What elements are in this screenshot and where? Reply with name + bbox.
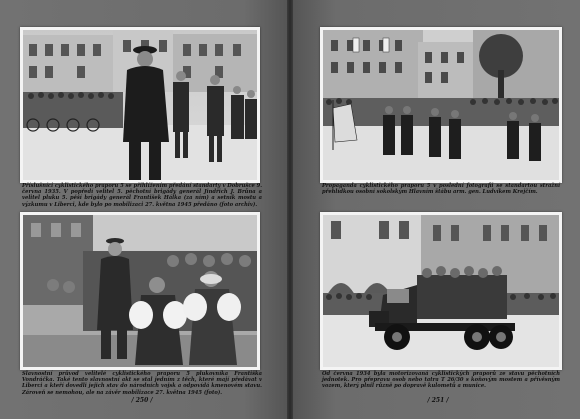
photo-bottom-right-caption: Od června 1934 byla motorizovaná cyklistických praporů ze stavu pěchotních jednotek. Pro přepravu osob nebo tatra T 26/30 s koňovým mostem a přívěsným vozem, který plnil různě po dopravě kulometů a munice. [322, 371, 560, 390]
photo-top-right [320, 27, 562, 183]
page-number-left: / 250 / [131, 397, 153, 404]
photo-bottom-left-image [23, 215, 257, 367]
photo-top-left [20, 27, 260, 183]
photo-top-left-caption: Příslušníci cyklistického praporu 5 se přihlížením předání standarty v Dobrušce 9. června 1935. V popředí velitel 5. pěchotní brigády generál Jindřich J. Brůna a velitel pluku 5. pěší brigády generál František Hálka (za ním) a setník mostu a výzkumu v Liberci, kde bylo po mobilizaci 27. května 1945 předáno (foto archiv). [22, 183, 262, 208]
photo-top-right-image [323, 30, 559, 180]
photo-top-right-caption: Propaganda cyklistického praporu 5 v poslední fotografii se standartou stražní přehlídkou osobní sokolským Hlavním štábu arm. gen. Ludvíkem Krejčím. [322, 183, 560, 196]
photo-top-left-image [23, 30, 257, 180]
photo-bottom-right [320, 212, 562, 370]
photo-bottom-left-caption: Slavnostní průvod velitelé cyklistického praporu 5 plukovníka Františka Vondráčka. Také tento slavnostní akt se stal jedním z těch, které mají předávat v Liberci a kteří dovedli jejich stav do národních vojsk a odpovídá kmenovém stavu. Zároveň se nemohou, ale na závěr mobilizace 27. května 1945 (foto). [22, 371, 262, 396]
photo-bottom-left [20, 212, 260, 370]
page-number-right: / 251 / [427, 397, 449, 404]
photo-bottom-right-image [323, 215, 559, 367]
